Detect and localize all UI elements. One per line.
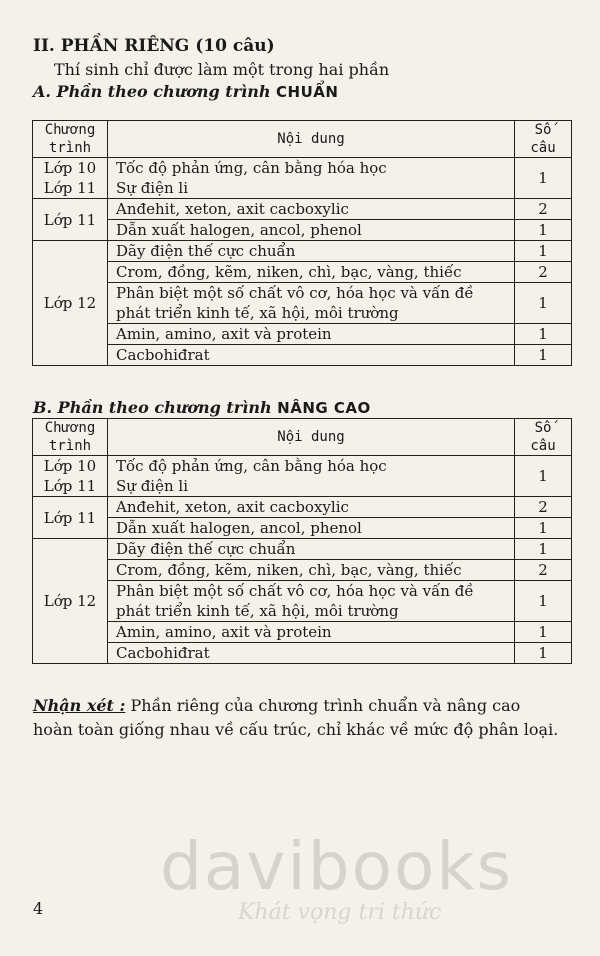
section-title: II. PHẦN RIÊNG (10 câu) <box>33 36 275 56</box>
table-row <box>33 497 572 518</box>
count-cell: 1 <box>515 539 572 560</box>
part-a-title <box>33 82 338 101</box>
count-cell: 1 <box>515 324 572 345</box>
count-cell: 2 <box>515 262 572 283</box>
content-cell: Dãy điện thế cực chuẩn <box>108 241 515 262</box>
part-a-tag: CHUẨN <box>276 83 339 101</box>
table-row <box>33 241 572 262</box>
content-cell: Tốc độ phản ứng, cân bằng hóa học Sự điện li <box>108 158 515 199</box>
table-header-row <box>33 121 572 158</box>
content-cell: Phân biệt một số chất vô cơ, hóa học và vấn đề phát triển kinh tế, xã hội, môi trường <box>108 283 515 324</box>
count-cell: 1 <box>515 241 572 262</box>
content-cell: Cacbohiđrat <box>108 643 515 664</box>
table-advanced <box>32 418 572 664</box>
count-cell: 1 <box>515 456 572 497</box>
part-b-title <box>33 398 371 417</box>
table-row <box>33 456 572 497</box>
part-a-title-text: A. Phần theo chương trình <box>33 82 271 101</box>
header-count: Số câu <box>515 121 572 158</box>
content-cell: Crom, đồng, kẽm, niken, chì, bạc, vàng, thiếc <box>108 560 515 581</box>
content-cell: Phân biệt một số chất vô cơ, hóa học và vấn đề phát triển kinh tế, xã hội, môi trường <box>108 581 515 622</box>
content-cell: Dãy điện thế cực chuẩn <box>108 539 515 560</box>
table-row <box>33 539 572 560</box>
table-row <box>33 262 572 283</box>
count-cell: 1 <box>515 643 572 664</box>
content-cell: Amin, amino, axit và protein <box>108 324 515 345</box>
count-cell: 1 <box>515 220 572 241</box>
count-cell: 1 <box>515 622 572 643</box>
note-lead: Nhận xét : <box>33 696 126 715</box>
count-cell: 2 <box>515 497 572 518</box>
table-row <box>33 581 572 622</box>
table-header-row <box>33 419 572 456</box>
table-row <box>33 643 572 664</box>
note-paragraph <box>33 694 563 742</box>
grade-cell: Lớp 11 <box>33 497 108 539</box>
table-row <box>33 622 572 643</box>
table-row <box>33 345 572 366</box>
content-cell: Cacbohiđrat <box>108 345 515 366</box>
content-cell: Dẫn xuất halogen, ancol, phenol <box>108 220 515 241</box>
count-cell: 1 <box>515 158 572 199</box>
header-content: Nội dung <box>108 419 515 456</box>
watermark-slogan: Khát vọng tri thức <box>238 900 442 925</box>
content-cell: Anđehit, xeton, axit cacboxylic <box>108 497 515 518</box>
watermark-brand: davibooks <box>160 828 513 905</box>
content-cell: Dẫn xuất halogen, ancol, phenol <box>108 518 515 539</box>
table-row <box>33 220 572 241</box>
grade-cell: Lớp 10 Lớp 11 <box>33 158 108 199</box>
section-subtitle: Thí sinh chỉ được làm một trong hai phần <box>54 60 390 79</box>
grade-cell: Lớp 11 <box>33 199 108 241</box>
count-cell: 2 <box>515 560 572 581</box>
header-count: Số câu <box>515 419 572 456</box>
table-row <box>33 283 572 324</box>
count-cell: 1 <box>515 345 572 366</box>
count-cell: 1 <box>515 518 572 539</box>
grade-cell: Lớp 12 <box>33 241 108 366</box>
header-program: Chương trình <box>33 121 108 158</box>
table-row <box>33 518 572 539</box>
content-cell: Crom, đồng, kẽm, niken, chì, bạc, vàng, thiếc <box>108 262 515 283</box>
content-cell: Amin, amino, axit và protein <box>108 622 515 643</box>
content-cell: Anđehit, xeton, axit cacboxylic <box>108 199 515 220</box>
grade-cell: Lớp 12 <box>33 539 108 664</box>
count-cell: 2 <box>515 199 572 220</box>
content-cell: Tốc độ phản ứng, cân bằng hóa học Sự điện li <box>108 456 515 497</box>
part-b-tag: NÂNG CAO <box>277 399 371 417</box>
table-row <box>33 199 572 220</box>
count-cell: 1 <box>515 581 572 622</box>
note-text: Phần riêng của chương trình chuẩn và nâng cao hoàn toàn giống nhau về cấu trúc, chỉ khác về mức độ phân loại. <box>33 696 559 739</box>
part-b-title-text: B. Phần theo chương trình <box>33 398 272 417</box>
grade-cell: Lớp 10 Lớp 11 <box>33 456 108 497</box>
page-number: 4 <box>33 899 44 918</box>
table-standard <box>32 120 572 366</box>
table-row <box>33 560 572 581</box>
header-program: Chương trình <box>33 419 108 456</box>
table-row <box>33 158 572 199</box>
count-cell: 1 <box>515 283 572 324</box>
header-content: Nội dung <box>108 121 515 158</box>
table-row <box>33 324 572 345</box>
